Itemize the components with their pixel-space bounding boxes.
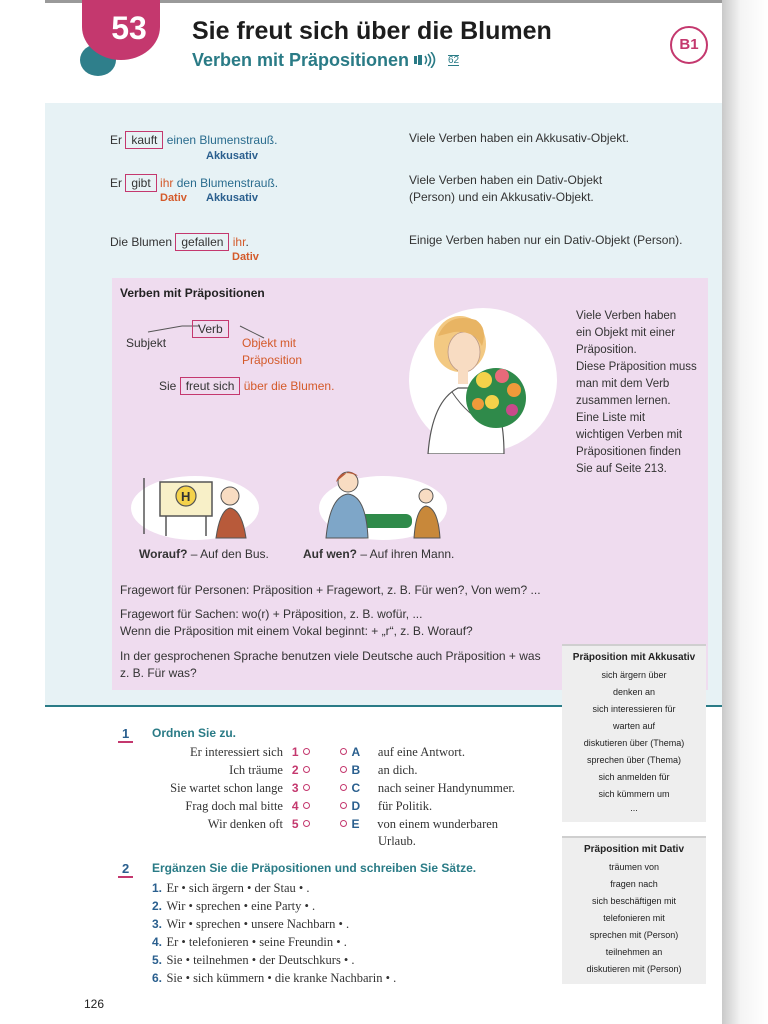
- match-circle[interactable]: [340, 784, 347, 791]
- sidebar-item: sich ärgern über: [601, 670, 667, 680]
- sidebar-item: telefonieren mit: [603, 913, 665, 923]
- item-text: Er • telefonieren • seine Freundin • .: [166, 935, 347, 949]
- case-label-akkusativ: Akkusativ: [206, 150, 258, 162]
- match-left-text: Sie wartet schon lange: [170, 781, 283, 795]
- page-title: Sie freut sich über die Blumen: [192, 17, 552, 45]
- match-circle[interactable]: [303, 802, 310, 809]
- sidebar-item: diskutieren über (Thema): [583, 738, 685, 748]
- rule-persons: Fragewort für Personen: Präposition + Fragewort, z. B. Für wen?, Von wem? ...: [120, 583, 541, 597]
- dative-object: ihr: [232, 235, 246, 249]
- prepositions-heading: Verben mit Präpositionen: [120, 286, 265, 300]
- item-text: Wir • sprechen • eine Party • .: [166, 899, 316, 913]
- match-circle[interactable]: [303, 766, 310, 773]
- match-left-text: Wir denken oft: [207, 817, 283, 831]
- list-item: [152, 915, 396, 933]
- accusative-object: einen Blumenstrauß.: [166, 133, 278, 147]
- list-item: [152, 879, 396, 897]
- match-right-text: nach seiner Handynummer.: [377, 781, 516, 795]
- diagram-sentence: [159, 377, 334, 395]
- match-right-text: auf eine Antwort.: [377, 745, 466, 759]
- match-row[interactable]: [130, 797, 310, 815]
- match-number: 2: [291, 763, 299, 777]
- match-right-text: von einem wunderbaren: [377, 817, 499, 831]
- grammar-note-2b: (Person) und ein Akkusativ-Objekt.: [409, 190, 594, 204]
- match-row[interactable]: [340, 743, 540, 761]
- sidebar-item: sich kümmern um: [598, 789, 670, 799]
- match-number: 4: [291, 799, 299, 813]
- subject-word: Er: [110, 133, 122, 147]
- match-row[interactable]: [130, 743, 310, 761]
- woman-and-man-illustration: [318, 468, 448, 545]
- verb-box: Verb: [192, 320, 229, 338]
- sidebar-accusative: [562, 644, 706, 822]
- sidebar-item: sich interessieren für: [592, 704, 676, 714]
- dative-object: ihr: [160, 176, 174, 190]
- page-edge-shadow: [722, 0, 768, 1024]
- sidebar-item: sich anmelden für: [598, 772, 670, 782]
- match-continuation: Urlaub.: [378, 834, 416, 848]
- sidebar-item: ...: [630, 803, 638, 813]
- match-circle[interactable]: [303, 784, 310, 791]
- sidebar-item: warten auf: [612, 721, 656, 731]
- item-number: 4.: [152, 935, 163, 949]
- match-letter: D: [351, 799, 361, 813]
- match-number: 5: [291, 817, 299, 831]
- lesson-number: 53: [111, 10, 147, 46]
- diagram-subject: Subjekt: [126, 336, 167, 350]
- page-number: 126: [84, 997, 105, 1011]
- note-line: Präpositionen finden: [576, 446, 681, 458]
- note-line: man mit dem Verb: [576, 378, 670, 390]
- sidebar-item: sprechen über (Thema): [586, 755, 682, 765]
- grammar-note-1: Viele Verben haben ein Akkusativ-Objekt.: [409, 131, 629, 145]
- level-badge: B1: [670, 26, 708, 64]
- example-sentence-1: [110, 131, 277, 149]
- subject-word: Er: [110, 176, 122, 190]
- diagram-verb: [192, 320, 229, 338]
- page-subtitle: Verben mit Präpositionen: [192, 50, 410, 70]
- caption-auf-wen: [303, 547, 454, 561]
- match-row[interactable]: [340, 779, 540, 797]
- sidebar-item: teilnehmen an: [605, 947, 663, 957]
- audio-track-number: 62: [448, 55, 460, 66]
- match-row[interactable]: [340, 815, 540, 833]
- prepositional-object: über die Blumen.: [243, 379, 335, 393]
- grammar-note-3: Einige Verben haben nur ein Dativ-Objekt (Person).: [409, 233, 683, 247]
- diagram-object-line1: Objekt mit: [242, 336, 297, 350]
- exercise-1-title: Ordnen Sie zu.: [152, 726, 237, 740]
- exercise-1-number: 1: [118, 726, 133, 743]
- exercise-1-left-column: [130, 743, 310, 833]
- svg-text:H: H: [181, 489, 191, 504]
- note-line: Präposition.: [576, 344, 637, 356]
- match-number: 1: [291, 745, 299, 759]
- subject-word: Die Blumen: [110, 235, 173, 249]
- caption-answer: – Auf ihren Mann.: [357, 547, 455, 561]
- item-text: Wir • sprechen • unsere Nachbarn • .: [166, 917, 350, 931]
- example-sentence-2: [110, 174, 278, 192]
- match-letter: C: [351, 781, 361, 795]
- list-item: [152, 897, 396, 915]
- item-number: 3.: [152, 917, 163, 931]
- verb-box: freut sich: [180, 377, 241, 395]
- grammar-note-2a: Viele Verben haben ein Dativ-Objekt: [409, 173, 603, 187]
- prepositions-note: [576, 308, 697, 478]
- match-letter: B: [351, 763, 361, 777]
- bus-stop-illustration: [130, 468, 260, 545]
- match-circle[interactable]: [340, 820, 347, 827]
- sidebar-item: sprechen mit (Person): [589, 930, 679, 940]
- item-text: Er • sich ärgern • der Stau • .: [166, 881, 310, 895]
- exercise-2-title: Ergänzen Sie die Präpositionen und schreiben Sie Sätze.: [152, 861, 477, 875]
- caption-answer: – Auf den Bus.: [187, 547, 269, 561]
- list-item: [152, 933, 396, 951]
- note-line: wichtigen Verben mit: [576, 429, 683, 441]
- match-left-text: Ich träume: [229, 763, 283, 777]
- note-line: ein Objekt mit einer: [576, 327, 676, 339]
- list-item: [152, 969, 396, 987]
- match-row[interactable]: [130, 815, 310, 833]
- note-line: Viele Verben haben: [576, 310, 677, 322]
- match-row[interactable]: [340, 761, 540, 779]
- verb-box: gefallen: [175, 233, 229, 251]
- verb-box: gibt: [125, 174, 156, 192]
- item-number: 1.: [152, 881, 163, 895]
- item-text: Sie • teilnehmen • der Deutschkurs • .: [166, 953, 355, 967]
- sidebar-accusative-title: Präposition mit Akkusativ: [572, 652, 696, 663]
- sidebar-item: sich beschäftigen mit: [591, 896, 677, 906]
- sidebar-dative: [562, 836, 706, 984]
- item-number: 5.: [152, 953, 163, 967]
- exercise-2-number: 2: [118, 861, 133, 878]
- period: .: [245, 235, 249, 249]
- accusative-object: den Blumenstrauß.: [176, 176, 279, 190]
- caption-worauf: [139, 547, 269, 561]
- case-label-dativ: Dativ: [232, 251, 259, 263]
- caption-question: Auf wen?: [303, 547, 357, 561]
- match-circle[interactable]: [340, 802, 347, 809]
- verb-box: kauft: [125, 131, 163, 149]
- note-line: Diese Präposition muss: [576, 361, 697, 373]
- sidebar-dative-title: Präposition mit Dativ: [583, 844, 684, 855]
- match-right-text: an dich.: [377, 763, 418, 777]
- match-circle[interactable]: [340, 766, 347, 773]
- match-circle[interactable]: [303, 820, 310, 827]
- audio-speaker-icon[interactable]: [412, 52, 442, 72]
- match-number: 3: [291, 781, 299, 795]
- match-circle[interactable]: [303, 748, 310, 755]
- sidebar-item: träumen von: [608, 862, 660, 872]
- match-left-text: Frag doch mal bitte: [185, 799, 283, 813]
- sidebar-item: fragen nach: [610, 879, 658, 889]
- woman-with-flowers-illustration: [408, 306, 558, 459]
- match-letter: E: [351, 817, 360, 831]
- note-line: zusammen lernen.: [576, 395, 671, 407]
- exercise-1-right-column: [340, 743, 540, 850]
- item-text: Sie • sich kümmern • die kranke Nachbarin • .: [166, 971, 397, 985]
- case-label-dativ: Dativ: [160, 192, 187, 204]
- sidebar-item: denken an: [612, 687, 656, 697]
- match-circle[interactable]: [340, 748, 347, 755]
- item-number: 6.: [152, 971, 163, 985]
- rule-spoken-line1: In der gesprochenen Sprache benutzen viele Deutsche auch Präposition + was: [120, 649, 541, 663]
- caption-question: Worauf?: [139, 547, 188, 561]
- example-sentence-3: [110, 233, 249, 251]
- note-line: Eine Liste mit: [576, 412, 646, 424]
- match-row[interactable]: [130, 761, 310, 779]
- case-label-akkusativ: Akkusativ: [206, 192, 258, 204]
- rule-vowel: Wenn die Präposition mit einem Vokal beginnt: + „r“, z. B. Worauf?: [120, 624, 473, 638]
- sidebar-item: diskutieren mit (Person): [586, 964, 682, 974]
- item-number: 2.: [152, 899, 163, 913]
- match-row[interactable]: [130, 779, 310, 797]
- diagram-object-line2: Präposition: [242, 353, 303, 367]
- rule-spoken-line2: z. B. Für was?: [120, 666, 197, 680]
- subject-word: Sie: [159, 379, 177, 393]
- match-row[interactable]: [340, 797, 540, 815]
- note-line: Sie auf Seite 213.: [576, 463, 667, 475]
- match-right-text: für Politik.: [377, 799, 433, 813]
- list-item: [152, 951, 396, 969]
- exercise-2-list: [152, 879, 396, 987]
- rule-things: Fragewort für Sachen: wo(r) + Präposition, z. B. wofür, ...: [120, 607, 423, 621]
- match-left-text: Er interessiert sich: [189, 745, 283, 759]
- match-letter: A: [351, 745, 361, 759]
